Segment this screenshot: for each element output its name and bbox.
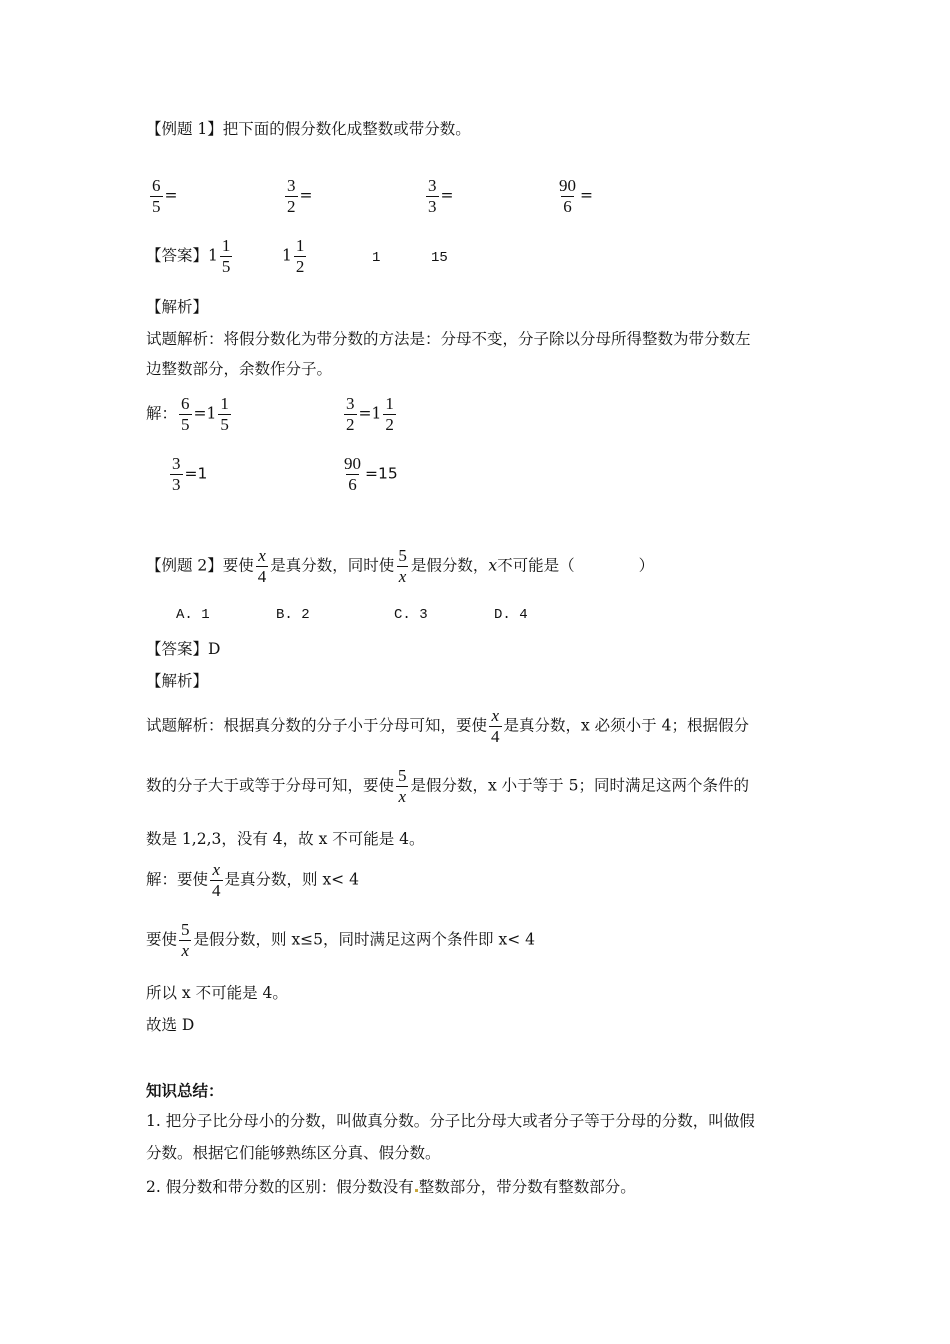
fraction: $\frac{x}{4}$ [212, 860, 221, 900]
option-c: C. 3 [394, 607, 428, 623]
ex2-analysis-line-3: 数是 1,2,3，没有 4，故 x 不可能是 4。 [146, 830, 425, 848]
ex1-solution-1: 解： $\frac{6}{5}$ =1 $\frac{1}{5}$ [146, 394, 229, 434]
ex2-answer: 【答案】D [146, 640, 221, 658]
mixed-fraction: $\frac{1}{2}$ [295, 236, 305, 276]
ex2-solution-2: 要使 $\frac{5}{x}$ 是假分数，则 x≤5，同时满足这两个条件即 x< 4 [146, 920, 535, 960]
fraction: $\frac{6}{5}$ [152, 176, 161, 216]
option-b: B. 2 [276, 607, 310, 623]
ex2-analysis-line-2: 数的分子大于或等于分母可知，要使 $\frac{5}{x}$ 是假分数，x 小于等于 5；同时满足这两个条件的 [146, 766, 749, 806]
option-d: D. 4 [494, 607, 528, 623]
fraction: $\frac{5}{x}$ [181, 920, 190, 960]
ex2-solution-1: 解：要使 $\frac{x}{4}$ 是真分数，则 x< 4 [146, 860, 359, 900]
ex2-solution-3: 所以 x 不可能是 4。 [146, 984, 288, 1002]
fraction: $\frac{3}{2}$ [287, 176, 296, 216]
summary-point-2: 2. 假分数和带分数的区别：假分数没有 整数部分，带分数有整数部分。 [146, 1178, 636, 1196]
analysis-label: 【解析】 [146, 672, 209, 690]
fraction: $\frac{x}{4}$ [257, 546, 267, 586]
summary-point-1: 1. 把分子比分母小的分数，叫做真分数。分子比分母大或者分子等于分母的分数，叫做假 [146, 1112, 755, 1130]
analysis-line: 试题解析：将假分数化为带分数的方法是：分母不变，分子除以分母所得整数为带分数左 [146, 330, 751, 348]
analysis-label: 【解析】 [146, 298, 209, 316]
example-1-heading: 【例题 1】把下面的假分数化成整数或带分数。 [146, 120, 471, 138]
fraction: $\frac{3}{2}$ [346, 394, 355, 434]
example-2-heading: 【例题 2】要使 $\frac{x}{4}$ 是真分数，同时使 $\frac{5}{x}$ 是假分数，x不可能是（ ） [146, 546, 655, 586]
fraction: $\frac{x}{4}$ [491, 706, 500, 746]
ex1-answer-3: 1 [372, 250, 381, 266]
fraction: $\frac{1}{2}$ [385, 394, 394, 434]
fraction: $\frac{90}{6}$ [344, 454, 361, 494]
summary-point-1-cont: 分数。根据它们能够熟练区分真、假分数。 [146, 1144, 441, 1162]
fraction: $\frac{1}{5}$ [220, 394, 229, 434]
fraction: $\frac{3}{3}$ [172, 454, 181, 494]
ex1-question-4: $\frac{90}{6}$ = [559, 176, 593, 216]
fraction: $\frac{5}{x}$ [398, 766, 407, 806]
summary-title: 知识总结： [146, 1082, 224, 1100]
ex1-solution-4: $\frac{90}{6}$ =15 [344, 454, 398, 494]
ex1-answer-row: 【答案】1 $\frac{1}{5}$ [146, 236, 231, 276]
fraction: $\frac{90}{6}$ [559, 176, 576, 216]
fraction: $\frac{3}{3}$ [428, 176, 437, 216]
ex1-solution-3: $\frac{3}{3}$ =1 [172, 454, 208, 494]
ex2-solution-4: 故选 D [146, 1016, 195, 1034]
mixed-fraction: $\frac{1}{5}$ [221, 236, 231, 276]
fraction: $\frac{5}{x}$ [398, 546, 407, 586]
ex1-answer-4: 15 [431, 250, 448, 266]
analysis-line: 边整数部分，余数作分子。 [146, 360, 333, 378]
fraction: $\frac{6}{5}$ [181, 394, 190, 434]
answer-label: 【答案】 [146, 246, 209, 265]
solution-label: 解： [146, 404, 178, 423]
ex2-analysis-line-1: 试题解析：根据真分数的分子小于分母可知，要使 $\frac{x}{4}$ 是真分数，x 必须小于 4；根据假分 [146, 706, 749, 746]
ex1-solution-2: $\frac{3}{2}$ =1 $\frac{1}{2}$ [346, 394, 394, 434]
ex1-question-2: $\frac{3}{2}$ = [287, 176, 313, 216]
option-a: A. 1 [176, 607, 210, 623]
marker-dot [415, 1189, 418, 1192]
ex1-answer-2: 1 $\frac{1}{2}$ [282, 236, 305, 276]
ex1-question-3: $\frac{3}{3}$ = [428, 176, 454, 216]
ex1-question-1: $\frac{6}{5}$ = [152, 176, 178, 216]
